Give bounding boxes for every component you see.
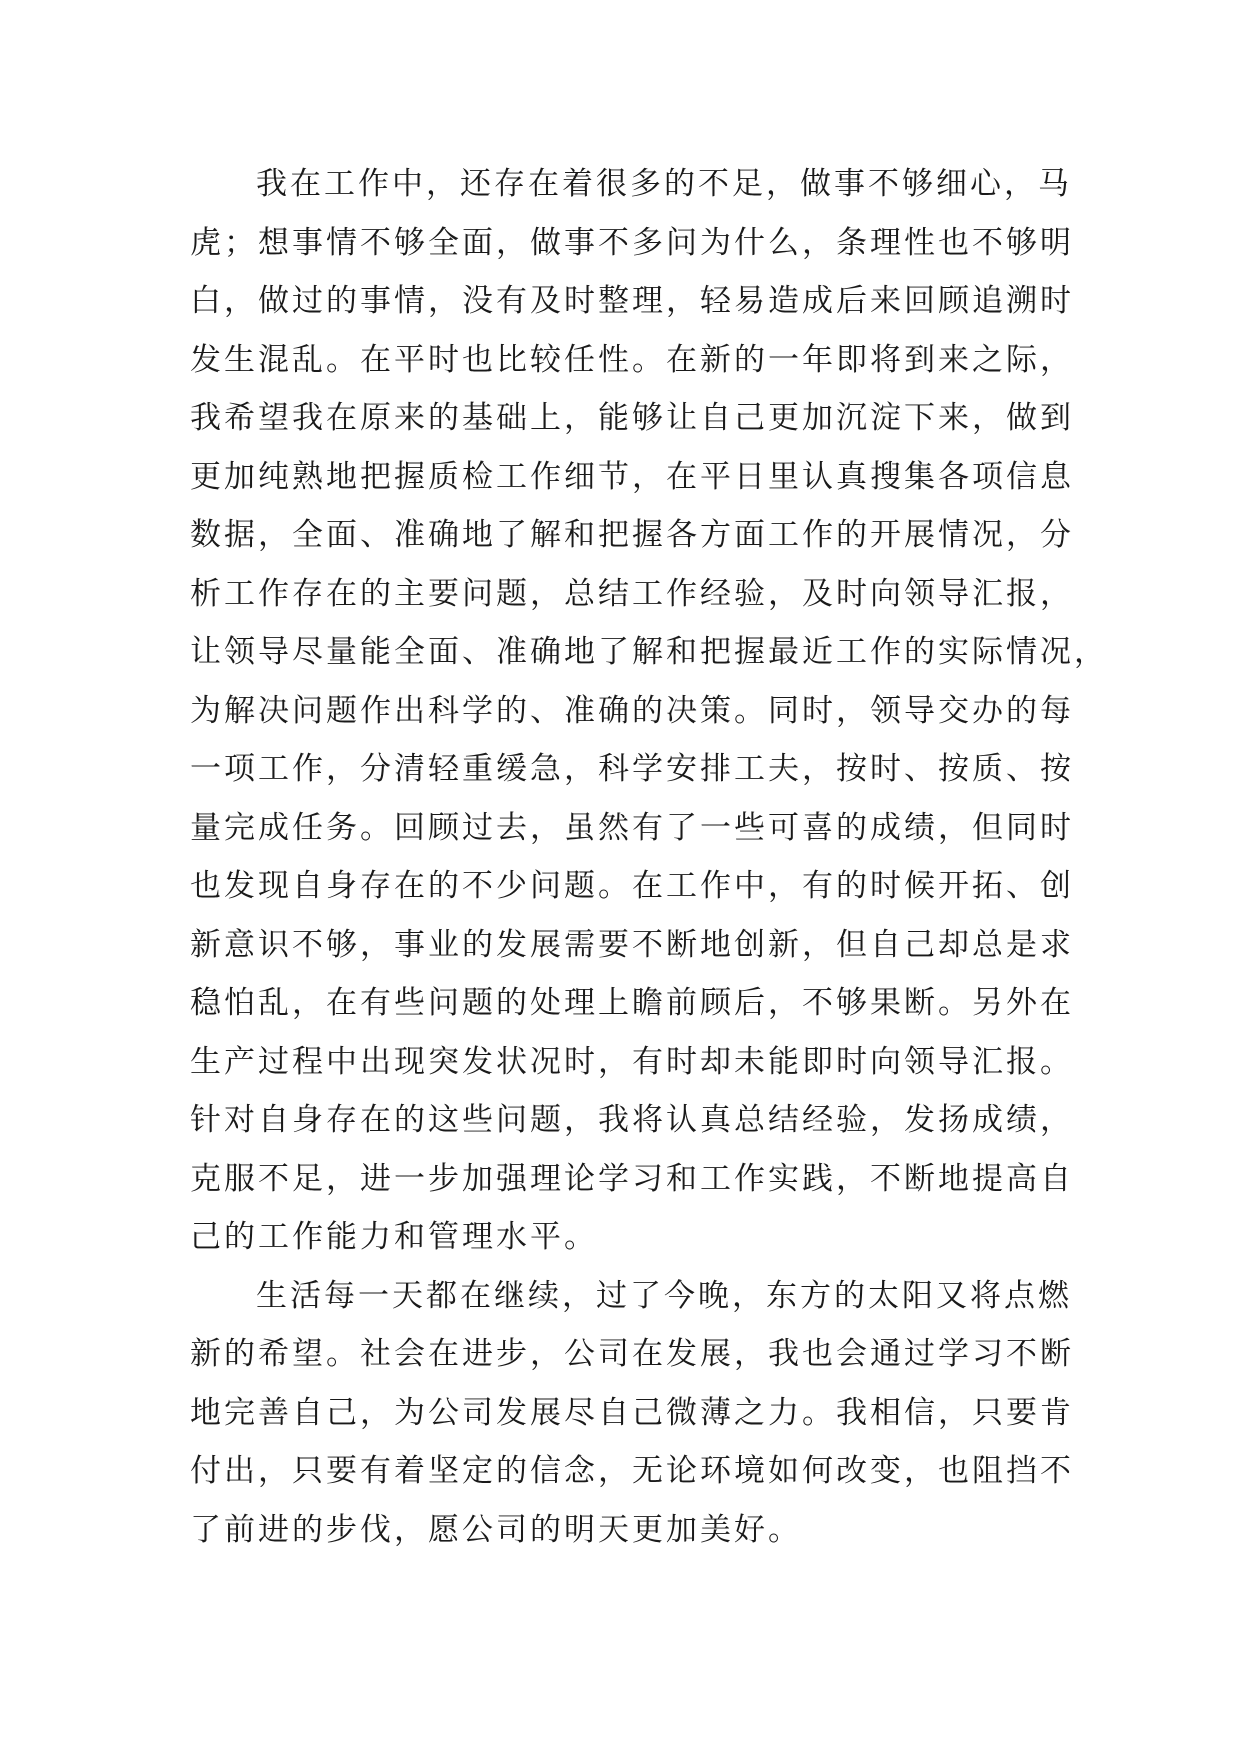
- paragraph-line: 生活每一天都在继续，过了今晚，东方的太阳又将点燃: [256, 1277, 1072, 1314]
- paragraph-line: 量完成任务。回顾过去，虽然有了一些可喜的成绩，但同时: [190, 809, 1074, 846]
- paragraph-line: 更加纯熟地把握质检工作细节，在平日里认真搜集各项信息: [190, 458, 1074, 495]
- paragraph-line: 为解决问题作出科学的、准确的决策。同时，领导交办的每: [190, 692, 1074, 729]
- paragraph-line: 新的希望。社会在进步，公司在发展，我也会通过学习不断: [190, 1336, 1074, 1372]
- paragraph-line: 地完善自己，为公司发展尽自己微薄之力。我相信，只要肯: [190, 1394, 1074, 1431]
- document-body: [190, 155, 1108, 1559]
- paragraph-line: 了前进的步伐，愿公司的明天更加美好。: [190, 1511, 802, 1548]
- paragraph-line: 析工作存在的主要问题，总结工作经验，及时向领导汇报，: [190, 575, 1074, 612]
- paragraph-line: 克服不足，进一步加强理论学习和工作实践，不断地提高自: [190, 1160, 1074, 1197]
- paragraph-2: [190, 1267, 1074, 1560]
- paragraph-line: 虎；想事情不够全面，做事不多问为什么，条理性也不够明: [190, 224, 1074, 261]
- paragraph-line: 发生混乱。在平时也比较任性。在新的一年即将到来之际，: [190, 341, 1074, 378]
- paragraph-line: 稳怕乱，在有些问题的处理上瞻前顾后，不够果断。另外在: [190, 985, 1074, 1021]
- paragraph-line: 我在工作中，还存在着很多的不足，做事不够细心，马: [256, 166, 1072, 202]
- paragraph-line: 一项工作，分清轻重缓急，科学安排工夫，按时、按质、按: [190, 751, 1074, 787]
- paragraph-line: 也发现自身存在的不少问题。在工作中，有的时候开拓、创: [190, 868, 1074, 904]
- paragraph-line: 针对自身存在的这些问题，我将认真总结经验，发扬成绩，: [190, 1102, 1074, 1138]
- paragraph-line: 新意识不够，事业的发展需要不断地创新，但自己却总是求: [190, 926, 1074, 963]
- paragraph-line: 让领导尽量能全面、准确地了解和把握最近工作的实际情况，: [190, 634, 1108, 670]
- paragraph-1: [190, 155, 1108, 1267]
- paragraph-line: 付出，只要有着坚定的信念，无论环境如何改变，也阻挡不: [190, 1453, 1074, 1489]
- paragraph-line: 数据，全面、准确地了解和把握各方面工作的开展情况，分: [190, 517, 1074, 553]
- paragraph-line: 白，做过的事情，没有及时整理，轻易造成后来回顾追溯时: [190, 283, 1074, 319]
- paragraph-line: 生产过程中出现突发状况时，有时却未能即时向领导汇报。: [190, 1043, 1074, 1080]
- paragraph-line: 我希望我在原来的基础上，能够让自己更加沉淀下来，做到: [190, 400, 1074, 436]
- paragraph-line: 己的工作能力和管理水平。: [190, 1219, 598, 1255]
